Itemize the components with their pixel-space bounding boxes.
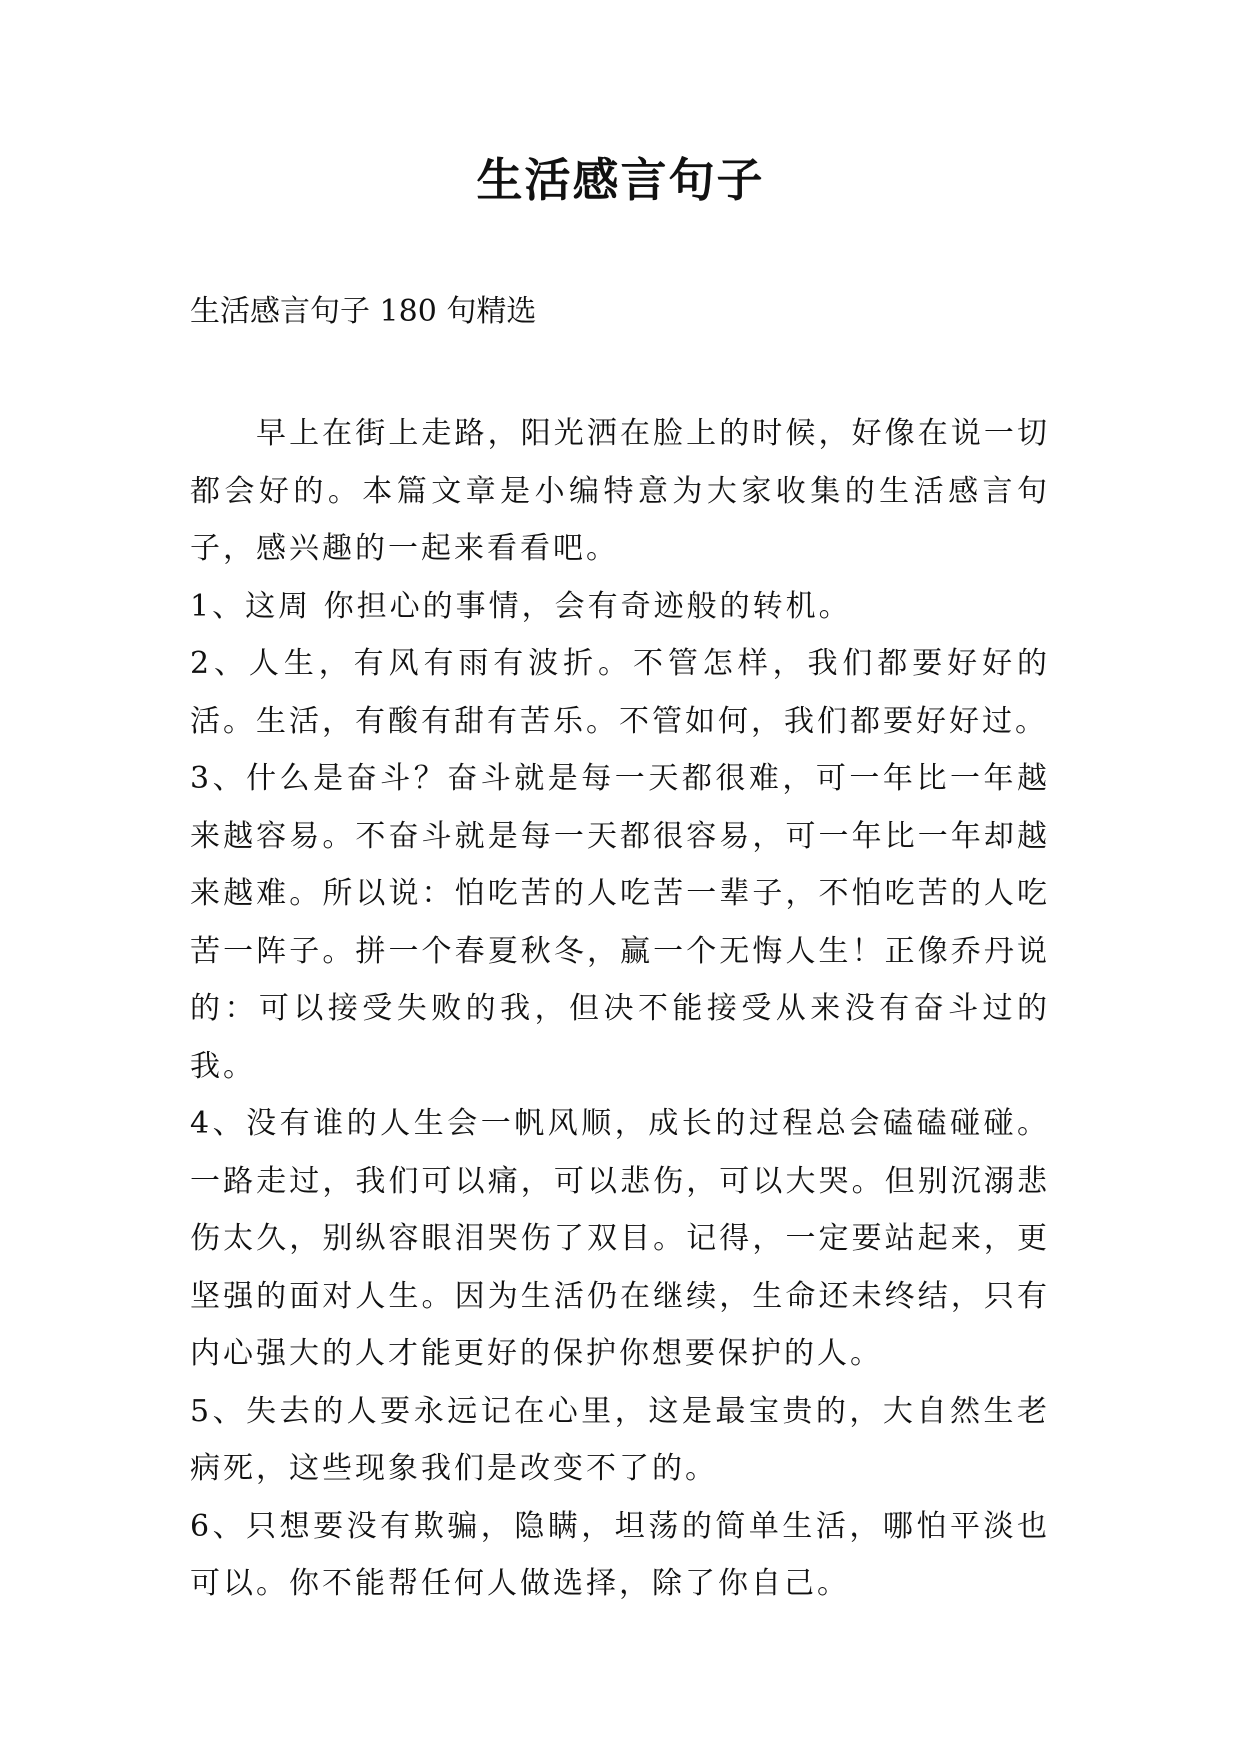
list-item: 5、失去的人要永远记在心里，这是最宝贵的，大自然生老病死，这些现象我们是改变不了的。: [190, 1393, 1050, 1486]
list-item: 3、什么是奋斗？奋斗就是每一天都很难，可一年比一年越来越容易。不奋斗就是每一天都很容易，可一年比一年却越来越难。所以说：怕吃苦的人吃苦一辈子，不怕吃苦的人吃苦一阵子。拼一个春夏秋冬，赢一个无悔人生！正像乔丹说的：可以接受失败的我，但决不能接受从来没有奋斗过的我。: [190, 761, 1050, 1084]
list-item: 2、人生，有风有雨有波折。不管怎样，我们都要好好的活。生活，有酸有甜有苦乐。不管如何，我们都要好好过。: [190, 646, 1050, 739]
list-item: 1、这周 你担心的事情，会有奇迹般的转机。: [190, 588, 852, 624]
intro-paragraph: 早上在街上走路，阳光洒在脸上的时候，好像在说一切都会好的。本篇文章是小编特意为大家收集的生活感言句子，感兴趣的一起来看看吧。: [190, 416, 1050, 566]
list-item: 6、只想要没有欺骗，隐瞒，坦荡的简单生活，哪怕平淡也可以。你不能帮任何人做选择，除了你自己。: [190, 1508, 1050, 1601]
list-item: 4、没有谁的人生会一帆风顺，成长的过程总会磕磕碰碰。一路走过，我们可以痛，可以悲伤，可以大哭。但别沉溺悲伤太久，别纵容眼泪哭伤了双目。记得，一定要站起来，更坚强的面对人生。因为生活仍在继续，生命还未终结，只有内心强大的人才能更好的保护你想要保护的人。: [190, 1106, 1050, 1371]
document-body: [190, 405, 1050, 1613]
document-title: 生活感言句子: [476, 153, 765, 207]
document-subtitle: 生活感言句子 180 句精选: [190, 294, 537, 329]
